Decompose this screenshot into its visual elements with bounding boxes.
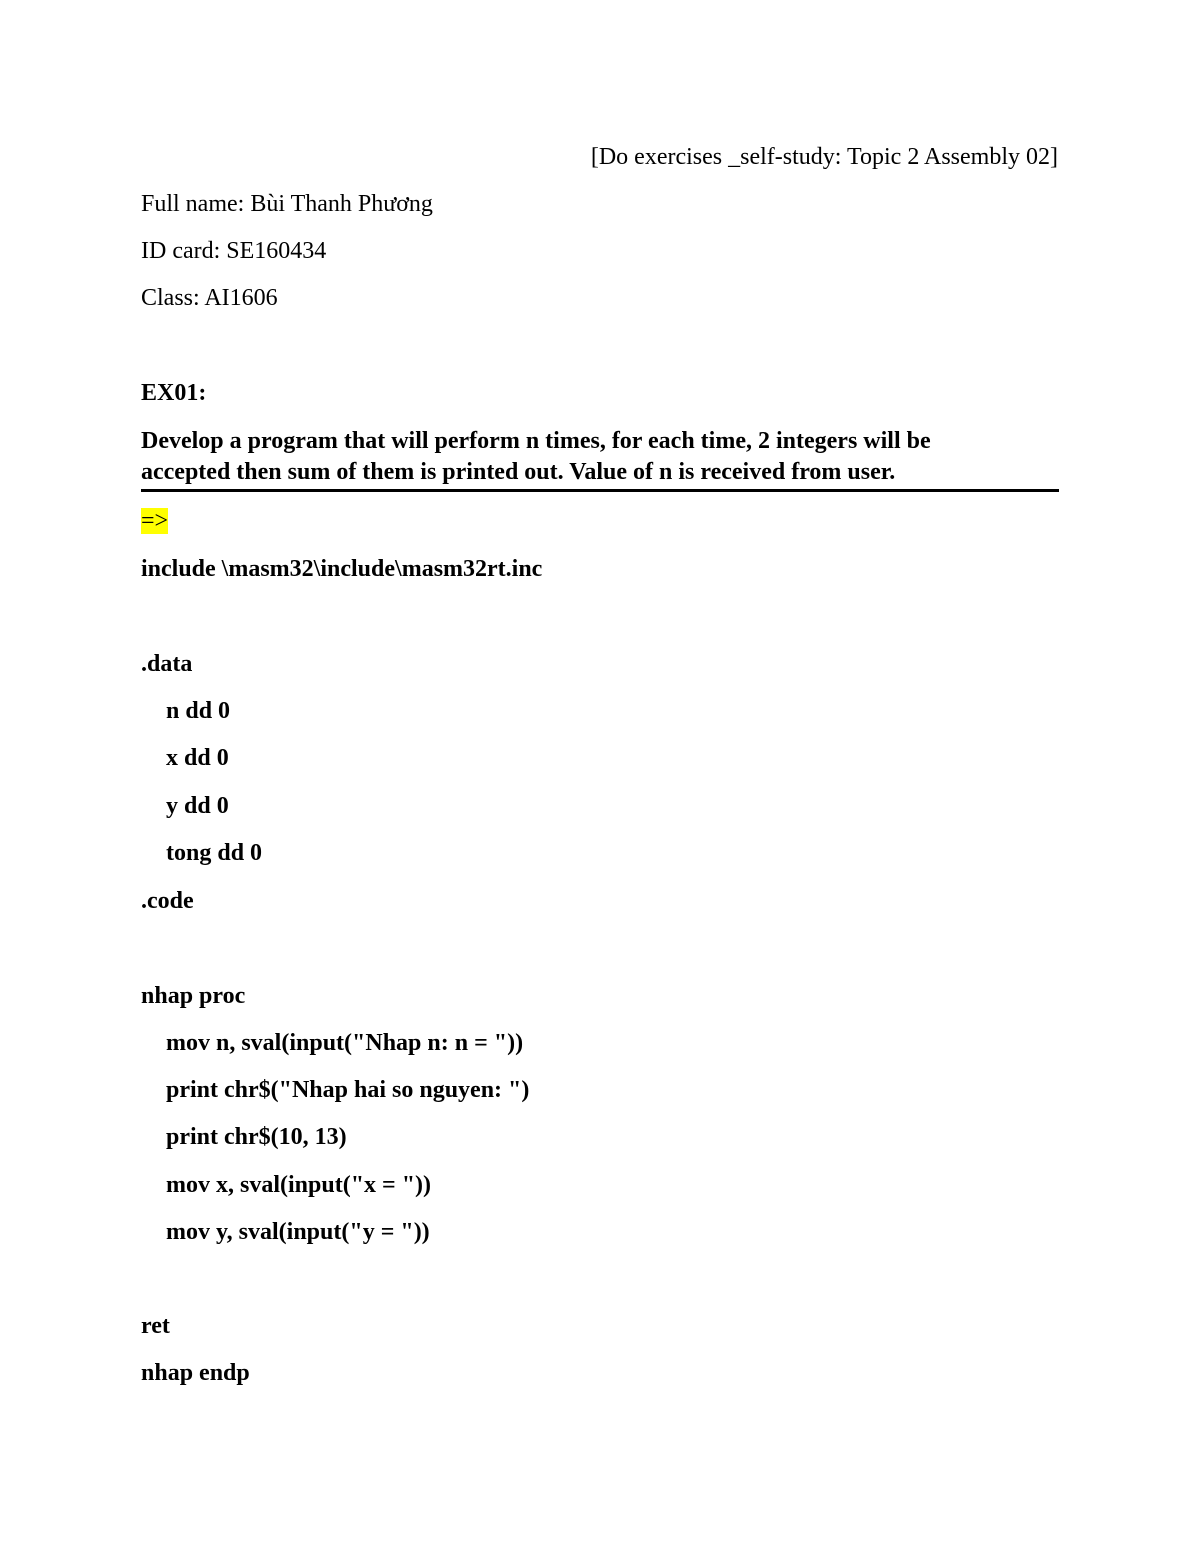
code-data-section: .data [141, 651, 193, 677]
class-line: Class: AI1606 [141, 285, 278, 311]
code-mov-n: mov n, sval(input("Nhap n: n = ")) [166, 1030, 524, 1056]
exercise-task-line-2: accepted then sum of them is printed out. Value of n is received from user. [141, 459, 896, 485]
exercise-task-line-1: Develop a program that will perform n times, for each time, 2 integers will be [141, 428, 931, 454]
code-data-n: n dd 0 [166, 698, 231, 724]
document-header-title: [Do exercises _self-study: Topic 2 Assembly 02] [590, 144, 1058, 170]
id-card-line: ID card: SE160434 [141, 238, 327, 264]
code-ret: ret [141, 1313, 170, 1339]
code-mov-y: mov y, sval(input("y = ")) [166, 1219, 430, 1245]
code-proc-start: nhap proc [141, 983, 246, 1009]
code-mov-x: mov x, sval(input("x = ")) [166, 1172, 431, 1198]
answer-arrow [141, 506, 168, 536]
code-print-prompt: print chr$("Nhap hai so nguyen: ") [166, 1077, 530, 1103]
code-proc-end: nhap endp [141, 1360, 250, 1386]
code-data-x: x dd 0 [166, 745, 229, 771]
code-data-y: y dd 0 [166, 793, 229, 819]
exercise-task [141, 426, 1059, 492]
exercise-label: EX01: [141, 380, 207, 406]
code-data-tong: tong dd 0 [166, 840, 263, 866]
full-name-line: Full name: Bùi Thanh Phương [141, 191, 433, 217]
code-include-line: include \masm32\include\masm32rt.inc [141, 556, 543, 582]
code-print-newline: print chr$(10, 13) [166, 1124, 347, 1150]
answer-arrow-highlight: => [141, 508, 169, 534]
code-code-section: .code [141, 888, 194, 914]
